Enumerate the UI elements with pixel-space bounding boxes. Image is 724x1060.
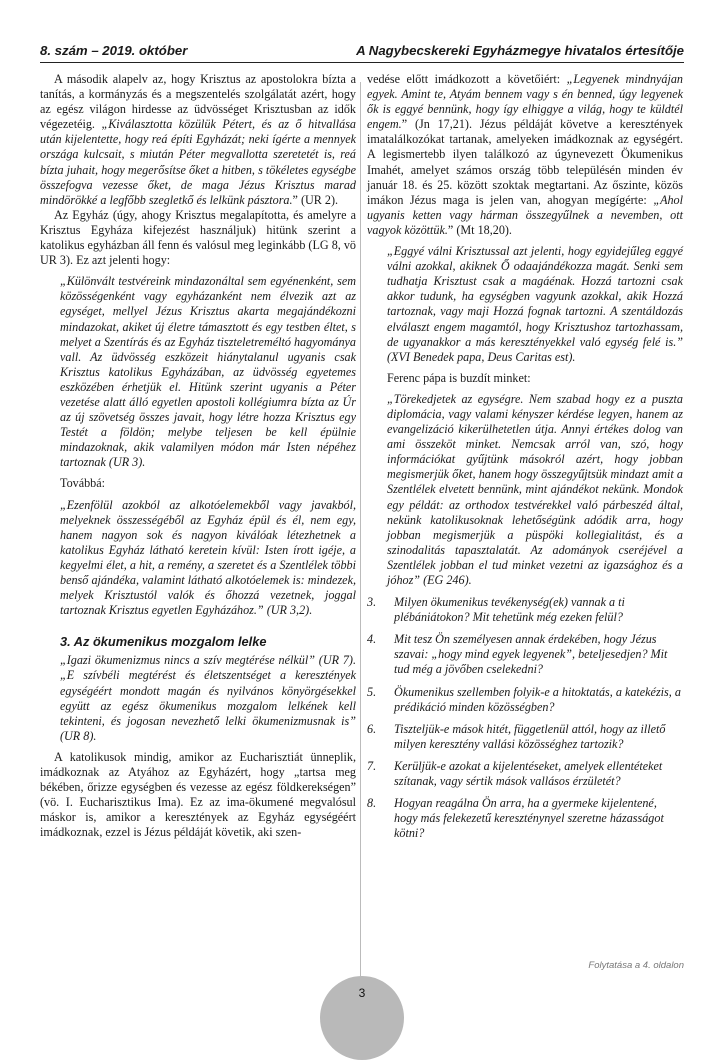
question-number: 6. [367,721,377,736]
label-ferenc: Ferenc pápa is buzdít minket: [387,370,531,385]
list-item [367,685,683,715]
question-text: Ökumenikus szellemben folyik-e a hitoktatás, a katekézis, a prédikáció minden közösségben? [394,684,681,714]
label-tovabba: Továbbá: [60,476,105,491]
list-item [367,759,683,789]
list-item [367,722,683,752]
page-header [40,43,684,58]
quote-ur7-ur8: „Igazi ökumenizmus nincs a szív megtérése nélkül” (UR 7). „E szívbéli megtérést és életszentséget a keresztények egységéért mondott magán és nyilvános könyörgésekkel együtt az egész ökumenikus mozgalom lelkének kell tekinteni, és jogosan nevezhető lelki ökumenizmusnak is” (UR 8). [60,653,356,743]
list-item [367,632,683,677]
quote-benedict: „Eggyé válni Krisztussal azt jelenti, hogy egyidejűleg eggyé válni azokkal, akiknek Ő odaajándékozza magát. Senki sem tudhatja Krisztust csak a magáénak. Hozzá tartozni csak akkor tudunk, ha egységben vagyunk azokkal, akik Hozzá tartoznak, vagy maji Hozzá fognak tartozni. A szentáldozás elválaszt engem magamtól, hogy Krisztushoz tartozhassam, de ugyanakkor a más keresztényekkel való egység felé is.” (XVI Benedek papa, Deus Caritas est). [387,244,683,364]
question-text: Milyen ökumenikus tevékenység(ek) vannak a ti plébániátokon? Mit tehetünk még ezeken felül? [394,595,625,625]
page-number: 3 [358,986,366,1000]
right-column [367,72,683,841]
question-number: 8. [367,796,377,811]
left-column [40,72,356,841]
issue-info: 8. szám – 2019. október [40,43,188,58]
question-number: 7. [367,758,377,773]
text-span: ” (Jn 17,21). Jézus példáját követve a keresztények imatalálkozókat tartanak, amelyeken imádkoznak az egységért. A legismertebb ilyen találkozó az úgynevezett Ökumenikus Imahét, amelyet számos ország több településén minden év január 18. és 25. között szoktak megtartani. Az őszinte, közös imákon Jézus maga is jelen van, ahogyan megígérte: [367,117,683,207]
text-span: vedése előtt imádkozott a követőiért: [367,72,567,86]
list-item [367,595,683,625]
paragraph-church: Az Egyház (úgy, ahogy Krisztus megalapította, és amelyre a Krisztus Egyháza kifejezést használjuk) hitünk szerint a katolikus egyházban áll fenn és valósul meg leginkább (LG 8, vö UR 3). Ez azt jelenti hogy: [40,207,356,268]
question-number: 5. [367,684,377,699]
quote-ur3-2: „Ezenfölül azokból az alkotóelemekből vagy javakból, melyeknek összességéből az Egyház épül és él, nem egy, hanem nagyon sok és nagyon kiválóak létezhetnek a katolikus Egyház látható keretein kívül: Isten írott igéje, a kegyelmi élet, a hit, a remény, a szeretet és a Szentlélek többi benső ajándéka, valamint látható alkotóelemek is: mindezek, melyek Krisztustól valók és őhozzá vezetnek, joggal tartoznak Krisztus egyetlen Egyházához.” (UR 3,2). [60,497,356,618]
list-item [367,796,683,841]
continued-note: Folytatása a 4. oldalon [588,960,684,971]
quote-span: „Legyenek mindnyájan egyek. Amint te, Atyám bennem vagy s én benned, úgy legyenek ők is eggyé bennünk, hogy így elhiggye a világ, hogy te küldtél engem. [367,72,683,132]
page-number-badge [320,976,404,1060]
paragraph-catholics: A katolikusok mindig, amikor az Eucharisztiát ünneplik, imádkoznak az Atyához az Egyházért, hogy „tartsa meg békében, őrizze egységben és vezesse az egész földkerekségen” (vö. I. Eucharisztikus Ima). Ez az ima-ökumené megvalósul máskor is, amikor a keresztények az Egyház egységéért imádkoznak, ezzel is Jézus példáját követik, aki szen- [40,749,356,840]
text-span: A második alapelv az, hogy Krisztus az apostolokra bízta a tanítás, a kormányzás és a megszentelés szolgálatát azért, hogy az egész világon hirdesse az üdvösséget Krisztusban az idők végezetéig. [40,72,356,132]
quote-ur3: „Különvált testvéreink mindazonáltal sem egyénenként, sem közösségenként vagy egyházanként nem élvezik azt az egységet, mellyel Jézus Krisztus akarta megajándékozni mindazokat, akiket új életre támasztott és egy testben éltet, s melyet a Szentírás és az Egyház tiszteletreméltó hagyománya vall. Az üdvösség eszközeit hiánytalanul ugyanis csak Krisztus katolikus Egyházában, az üdvösség egyetemes eszközében érhetjük el. Hitünk szerint ugyanis a Péter vezetése alatt álló egyetlen apostoli kollégiumra bízta az Úr az új szövetség összes javait, hogy létre hozza Krisztus egy Testét a földön; melybe teljesen be kell épülnie mindazoknak, akik valamilyen módon már Isten népéhez tartoznak (UR 3). [60,274,356,470]
question-text: Tiszteljük-e mások hitét, függetlenül attól, hogy az illető milyen keresztény vallási közösséghez tartozik? [394,721,666,751]
paragraph-principle-two [40,72,356,208]
column-divider [360,82,361,987]
text-span: ” (UR 2). [292,192,339,207]
header-rule [40,62,684,63]
question-number: 3. [367,595,377,610]
question-number: 4. [367,632,377,647]
publication-title: A Nagybecskereki Egyházmegye hivatalos értesítője [356,43,684,58]
quote-span: „Kiválasztotta közülük Pétert, és az ő hitvallása után kijelentette, hogy reá építi Egyházát; neki ígérte a mennyek országa kulcsait, s miután Péter megvallotta szeretetét is, reá bízta juhait, hogy megerősítse őket a hitben, s tökéletes egységbe összefogva vezesse őket, de maga Jézus Krisztus marad mindörökké a legfőbb szegletkő és lelkünk pásztora. [40,117,356,207]
question-text: Mit tesz Ön személyesen annak érdekében, hogy Jézus szavai: „hogy mind egyek legyenek”, beteljesedjen? Mit tud még a jövőben cselekedni? [394,632,668,677]
question-text: Hogyan reagálna Ön arra, ha a gyermeke kijelentené, hogy más felekezetű kereszténynyel szeretne házasságot kötni? [394,796,664,841]
question-text: Kerüljük-e azokat a kijelentéseket, amelyek ellentéteket szítanak, vagy sértik mások vallásos érzületét? [394,758,663,789]
paragraph-prayer [367,72,683,238]
question-list [367,595,683,841]
section-heading: 3. Az ökumenikus mozgalom lelke [60,634,267,650]
quote-span: „Ahol ugyanis ketten vagy hárman összegyűlnek a nevemben, ott vagyok közöttük. [367,192,683,237]
text-span: ” (Mt 18,20). [447,222,512,237]
quote-francis: „Törekedjetek az egységre. Nem szabad hogy ez a puszta diplomácia, vagy valami kényszer kérdése legyen, hanem az evangelizáció kikerülhetetlen útja. Annyi értékes dolog van ami összeköt minket. Nemcsak arról van, szó, hogy információkat gyűjtünk másokról azért, hogy jobban megismerjük őket, hanem hogy összegyűjtsük mindazt amit a Szentlélek elvetett bennünk, mint ajándékot nekünk. Mondok egy példát: az orthodox testvérekkel való párbeszéd által, nekünk katolikusoknak lehetőségünk adódik arra, hogy jobban megismerjük a püspöki kollegialitást, és a szinodalitás tapasztalatát. Az adományok cseréjével a Szentlélek jobban el tud minket vezetni az igazsághoz és a jóhoz” (EG 246). [387,391,683,587]
